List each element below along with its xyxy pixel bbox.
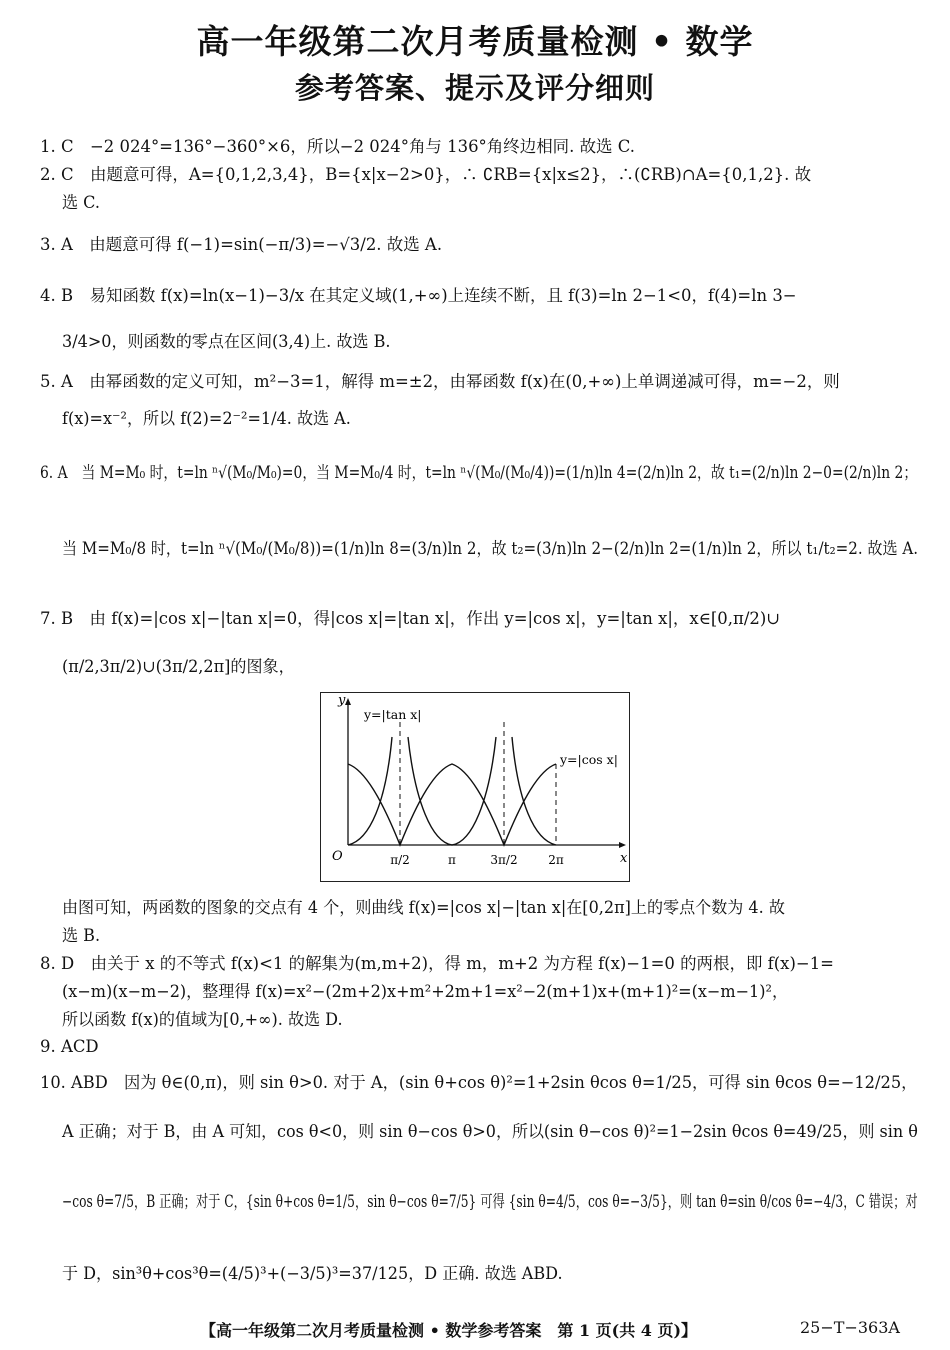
answer-10-line4: 于 D，sin³θ+cos³θ=(4/5)³+(−3/5)³=37/125，D 正确. 故选 ABD. <box>62 1264 563 1283</box>
answer-1: 1. C −2 024°=136°−360°×6，所以−2 024°角与 136°角终边相同. 故选 C. <box>40 137 636 156</box>
answer-6-line1: 6. A 当 M=M₀ 时，t=ln ⁿ√(M₀/M₀)=0，当 M=M₀/4 时，t=ln ⁿ√(M₀/(M₀/4))=(1/n)ln 4=(2/n)ln 2，故 t₁=(2/n)ln 2−0=(2/n)ln 2； <box>40 463 918 482</box>
curve-abs-tan-2 <box>408 737 496 845</box>
origin-label: O <box>332 849 343 864</box>
answer-6-line2: 当 M=M₀/8 时，t=ln ⁿ√(M₀/(M₀/8))=(1/n)ln 8=(3/n)ln 2，故 t₂=(3/n)ln 2−(2/n)ln 2=(1/n)ln 2，所以 t₁/t₂=2. 故选 A. <box>62 539 919 558</box>
answer-2-line2: 选 C. <box>62 193 100 212</box>
answer-7-line3: 由图可知，两函数的图象的交点有 4 个，则曲线 f(x)=|cos x|−|tan x|在[0,2π]上的零点个数为 4. 故 <box>62 898 785 917</box>
answer-5-line2: f(x)=x⁻²，所以 f(2)=2⁻²=1/4. 故选 A. <box>62 409 351 428</box>
function-graph <box>320 692 630 882</box>
answer-10-line3: −cos θ=7/5，B 正确；对于 C，{sin θ+cos θ=1/5，sin θ−cos θ=7/5} 可得 {sin θ=4/5，cos θ=−3/5}，则 tan θ=sin θ/cos θ=−4/3，C 错误；对 <box>62 1192 918 1211</box>
answer-4-line2: 3/4>0，则函数的零点在区间(3,4)上. 故选 B. <box>62 332 391 351</box>
tick-label-pi-2: π/2 <box>390 853 410 867</box>
answer-10-line2: A 正确；对于 B，由 A 可知，cos θ<0，则 sin θ−cos θ>0，所以(sin θ−cos θ)²=1−2sin θcos θ=49/25，则 sin θ <box>62 1122 918 1141</box>
answer-7-line4: 选 B. <box>62 926 101 945</box>
page-title: 高一年级第二次月考质量检测 • 数学 <box>196 22 754 61</box>
tan-curve-label: y=|tan x| <box>364 707 422 722</box>
answer-9: 9. ACD <box>40 1037 99 1056</box>
page-footer: 【高一年级第二次月考质量检测 • 数学参考答案 第 1 页(共 4 页)】 <box>200 1321 698 1340</box>
answer-7-line1: 7. B 由 f(x)=|cos x|−|tan x|=0，得|cos x|=|tan x|，作出 y=|cos x|，y=|tan x|，x∈[0,π/2)∪ <box>40 609 781 628</box>
page-subtitle: 参考答案、提示及评分细则 <box>294 71 655 105</box>
curve-abs-tan-1 <box>348 737 392 845</box>
answer-8-line3: 所以函数 f(x)的值域为[0,+∞). 故选 D. <box>62 1010 343 1029</box>
answer-10-line1: 10. ABD 因为 θ∈(0,π)，则 sin θ>0. 对于 A，(sin θ+cos θ)²=1+2sin θcos θ=1/25，可得 sin θcos θ=−12/25， <box>40 1073 918 1092</box>
y-axis-arrow <box>345 698 351 705</box>
answer-8-line2: (x−m)(x−m−2)，整理得 f(x)=x²−(2m+2)x+m²+2m+1=x²−2(m+1)x+(m+1)²=(x−m−1)²， <box>62 982 789 1001</box>
tick-label-3pi-2: 3π/2 <box>490 853 518 867</box>
answer-8-line1: 8. D 由关于 x 的不等式 f(x)<1 的解集为(m,m+2)，得 m，m+2 为方程 f(x)−1=0 的两根，即 f(x)−1= <box>40 954 834 973</box>
tick-label-2pi: 2π <box>548 853 564 867</box>
document-code: 25−T−363A <box>800 1318 900 1337</box>
y-axis-label: y <box>338 693 346 708</box>
answer-2-line1: 2. C 由题意可得，A={0,1,2,3,4}，B={x|x−2>0}，∴ ∁RB={x|x≤2}，∴(∁RB)∩A={0,1,2}. 故 <box>40 165 812 184</box>
cos-curve-label: y=|cos x| <box>560 752 618 767</box>
answer-3: 3. A 由题意可得 f(−1)=sin(−π/3)=−√3/2. 故选 A. <box>40 235 443 254</box>
answer-7-line2: (π/2,3π/2)∪(3π/2,2π]的图象， <box>62 657 295 676</box>
curve-abs-tan-3 <box>512 737 556 845</box>
x-axis-arrow <box>619 842 626 848</box>
answer-5-line1: 5. A 由幂函数的定义可知，m²−3=1，解得 m=±2，由幂函数 f(x)在(0,+∞)上单调递减可得，m=−2，则 <box>40 372 840 391</box>
answer-4-line1: 4. B 易知函数 f(x)=ln(x−1)−3/x 在其定义域(1,+∞)上连续不断，且 f(3)=ln 2−1<0，f(4)=ln 3− <box>40 286 797 305</box>
x-axis-label: x <box>620 851 628 866</box>
tick-label-pi: π <box>448 853 456 867</box>
